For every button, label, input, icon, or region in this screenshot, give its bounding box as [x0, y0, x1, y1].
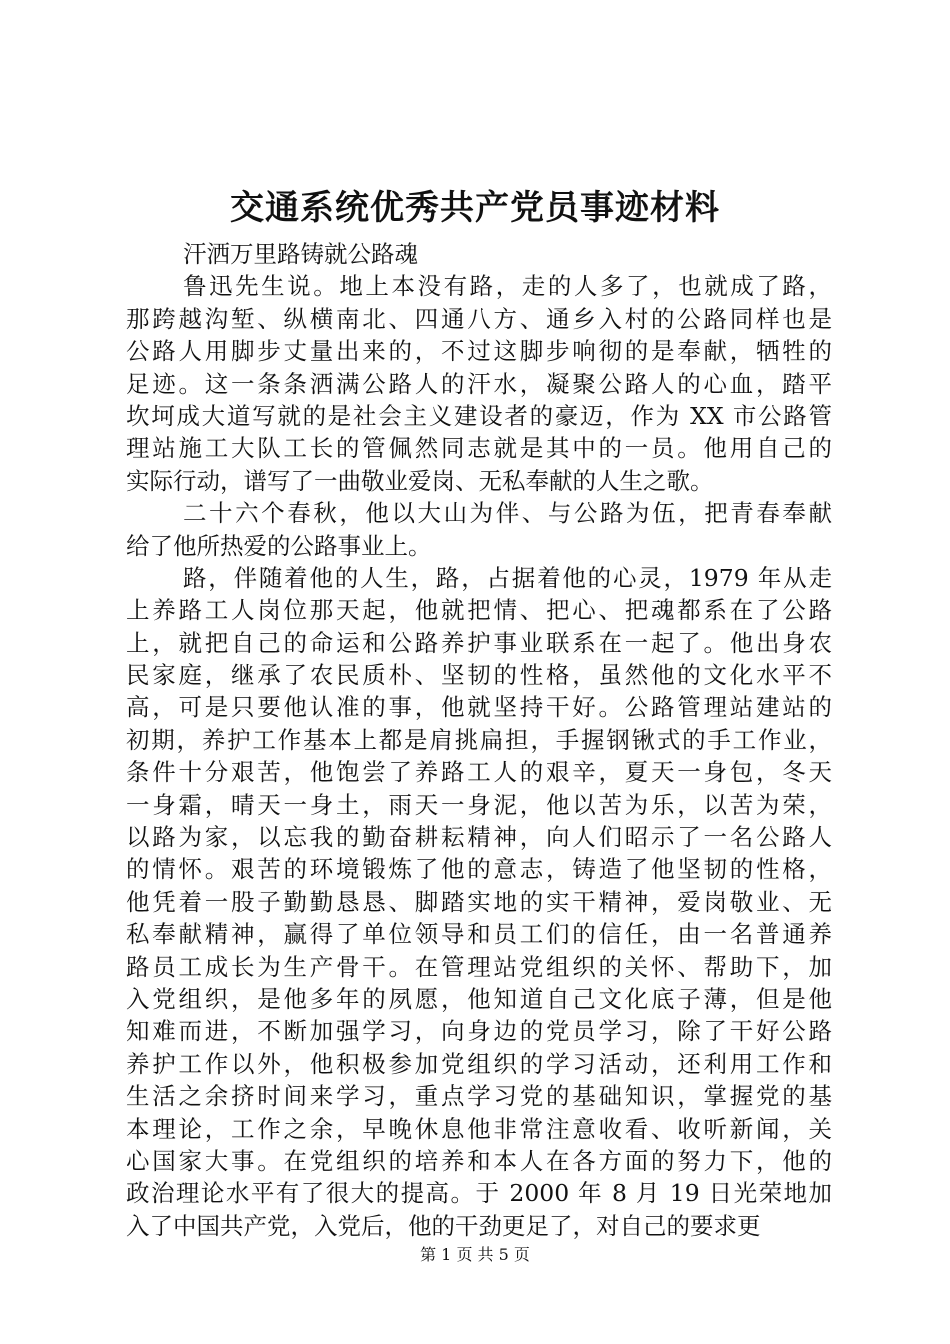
paragraph-line: 公路人用脚步丈量出来的，不过这脚步响彻的是奉献，牺牲的 [126, 337, 832, 366]
paragraph-line: 理站施工大队工长的管佩然同志就是其中的一员。他用自己的 [126, 434, 832, 463]
paragraph-first-line: 二十六个春秋，他以大山为伴、与公路为伍，把青春奉献 [183, 499, 832, 528]
page-footer: 第 1 页 共 5 页 [420, 1245, 530, 1264]
page-title: 交通系统优秀共产党员事迹材料 [230, 188, 720, 228]
paragraph-line: 入党组织，是他多年的夙愿，他知道自己文化底子薄，但是他 [126, 984, 832, 1013]
paragraph-line: 那跨越沟堑、纵横南北、四通八方、通乡入村的公路同样也是 [126, 304, 832, 333]
paragraph-line: 本理论，工作之余，早晚休息他非常注意收看、收听新闻，关 [126, 1114, 832, 1143]
paragraph-line: 条件十分艰苦，他饱尝了养路工人的艰辛，夏天一身包，冬天 [126, 758, 832, 787]
paragraph-first-line: 鲁迅先生说。地上本没有路，走的人多了，也就成了路， [183, 272, 832, 301]
paragraph-line: 生活之余挤时间来学习，重点学习党的基础知识，掌握党的基 [126, 1082, 832, 1111]
paragraph-line: 知难而进，不断加强学习，向身边的党员学习，除了干好公路 [126, 1017, 832, 1046]
paragraph-line: 上养路工人岗位那天起，他就把情、把心、把魂都系在了公路 [126, 596, 832, 625]
paragraph-line: 高，可是只要他认准的事，他就坚持干好。公路管理站建站的 [126, 693, 832, 722]
paragraph-line: 初期，养护工作基本上都是肩挑扁担，手握钢锹式的手工作业， [126, 725, 832, 754]
paragraph-line: 实际行动，谱写了一曲敬业爱岗、无私奉献的人生之歌。 [126, 466, 714, 495]
paragraph-line: 给了他所热爱的公路事业上。 [126, 531, 432, 560]
paragraph-line: 上，就把自己的命运和公路养护事业联系在一起了。他出身农 [126, 628, 832, 657]
paragraph-line: 一身霜，晴天一身土，雨天一身泥，他以苦为乐，以苦为荣， [126, 790, 832, 819]
paragraph-line: 路员工成长为生产骨干。在管理站党组织的关怀、帮助下，加 [126, 952, 832, 981]
paragraph-line: 心国家大事。在党组织的培养和本人在各方面的努力下，他的 [126, 1146, 832, 1175]
paragraph-line: 民家庭，继承了农民质朴、坚韧的性格，虽然他的文化水平不 [126, 661, 832, 690]
paragraph-line: 的情怀。艰苦的环境锻炼了他的意志，铸造了他坚韧的性格， [126, 855, 832, 884]
paragraph-line: 政治理论水平有了很大的提高。于 2000 年 8 月 19 日光荣地加 [126, 1179, 832, 1208]
document-body [126, 238, 832, 1242]
paragraph-line: 入了中国共产党，入党后，他的干劲更足了，对自己的要求更 [126, 1211, 761, 1240]
paragraph-line: 养护工作以外，他积极参加党组织的学习活动，还利用工作和 [126, 1049, 832, 1078]
paragraph-line: 足迹。这一条条洒满公路人的汗水，凝聚公路人的心血，踏平 [126, 369, 832, 398]
paragraph-line: 以路为家，以忘我的勤奋耕耘精神，向人们昭示了一名公路人 [126, 823, 832, 852]
paragraph-line: 他凭着一股子勤勤恳恳、脚踏实地的实干精神，爱岗敬业、无 [126, 887, 832, 916]
paragraph-first-line: 路，伴随着他的人生，路，占据着他的心灵，1979 年从走 [183, 563, 832, 592]
paragraph-line: 坎坷成大道写就的是社会主义建设者的豪迈，作为 XX 市公路管 [126, 401, 832, 430]
paragraph-line: 私奉献精神，赢得了单位领导和员工们的信任，由一名普通养 [126, 920, 832, 949]
paragraph-first-line: 汗洒万里路铸就公路魂 [183, 240, 418, 268]
